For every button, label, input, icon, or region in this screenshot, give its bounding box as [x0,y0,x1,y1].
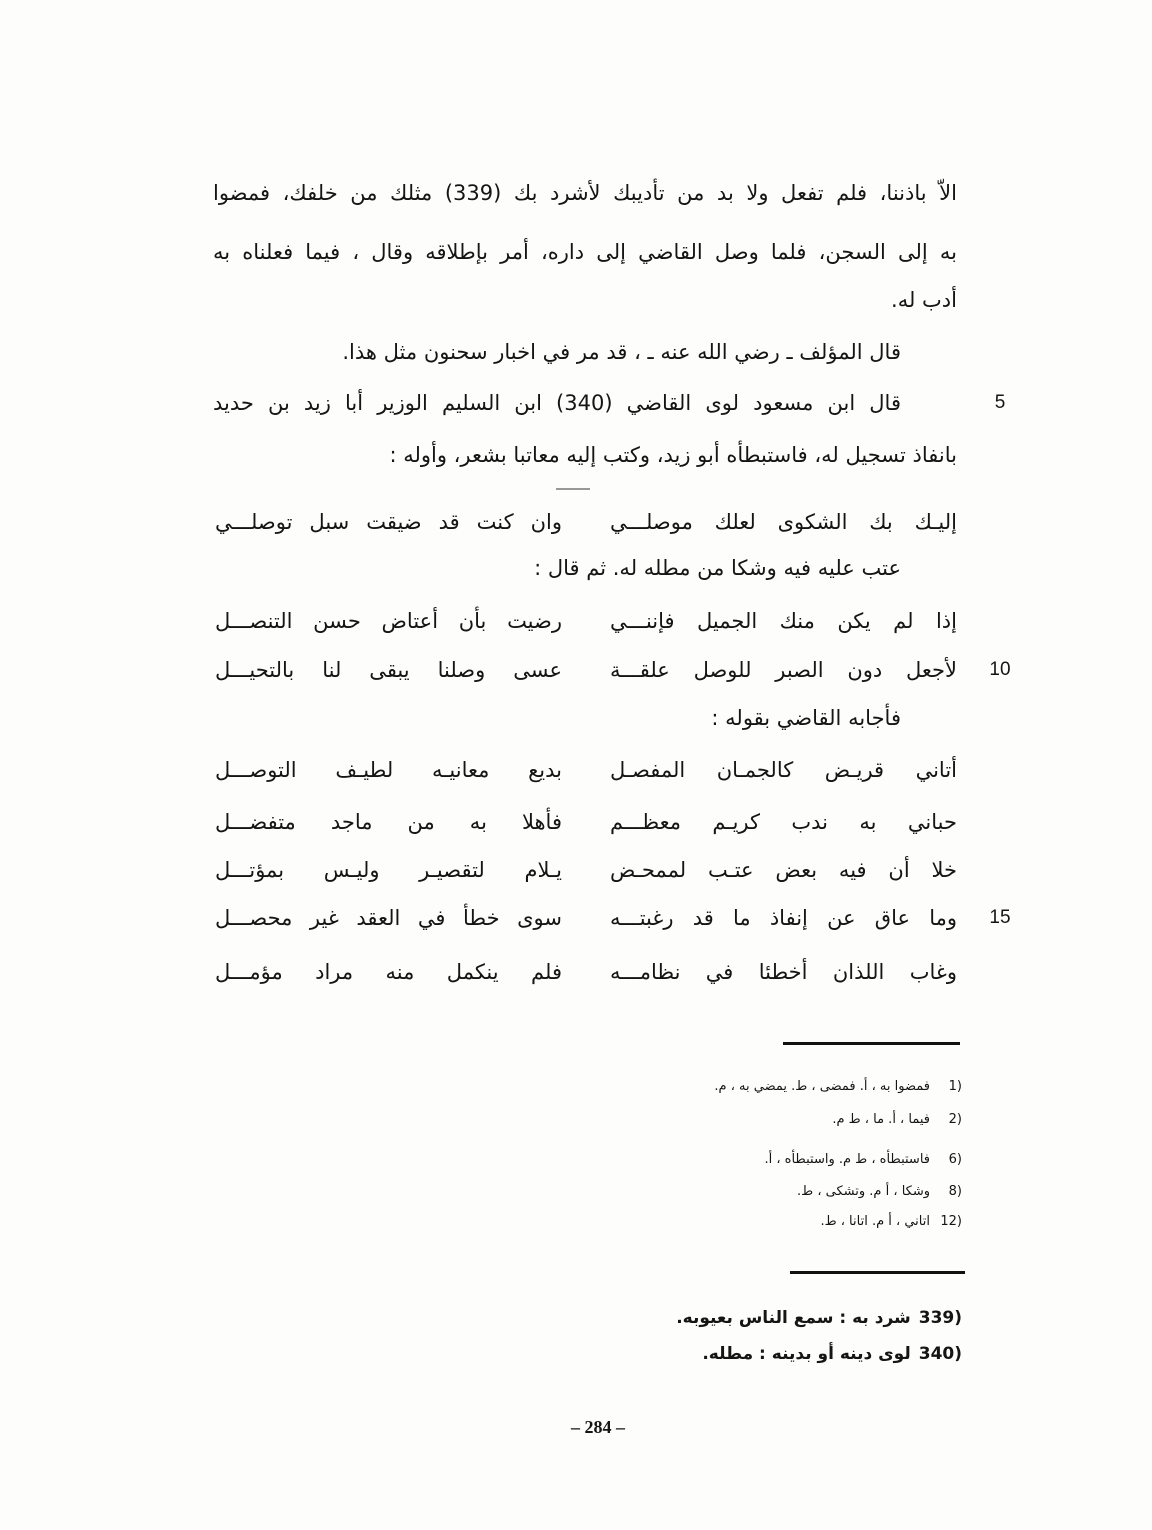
hemistich-second: عسى وصلنا يبقى لنا بالتحيـــل [215,658,562,682]
verse-line [213,599,957,643]
variant-text: اتاني ، أ م. اتانا ، ط. [820,1214,930,1229]
hemistich-second: وان كنت قد ضيقت سبل توصلـــي [215,510,562,534]
variant-text: وشكا ، أ م. وتشكى ، ط. [797,1184,930,1199]
variant-note [632,1075,962,1099]
hemistich-second: يـلام لتقصيـر وليـس بمؤتـــل [215,858,562,882]
variant-text: فمضوا به ، أ. فمضى ، ط. يمضي به ، م. [714,1079,930,1094]
note-number: 340) [918,1344,962,1364]
variant-note [632,1148,962,1172]
prose-line: الاّ باذننا، فلم تفعل ولا بد من تأديبك لأشرد بك (339) مثلك من خلفك، فمضوا [213,181,957,205]
explanatory-note [632,1339,962,1369]
hemistich-second: بديع معانيـه لطيـف التوصـــل [215,758,562,782]
variant-text: فيما ، أ. ما ، ط م. [832,1112,930,1127]
prose-line: بانفاذ تسجيل له، فاستبطأه أبو زيد، وكتب إليه معاتبا بشعر، وأوله : [389,443,957,467]
verse-line [213,648,957,692]
transition-line: فأجابه القاضي بقوله : [711,706,901,730]
variant-number: 8) [948,1184,962,1199]
variant-number: 2) [948,1112,962,1127]
apparatus-separator [783,1042,960,1045]
variant-number: 6) [948,1152,962,1167]
author-remark-line: قال المؤلف ـ رضي الله عنه ـ ، قد مر في اخبار سحنون مثل هذا. [342,340,901,364]
stray-mark [556,488,590,490]
note-text: شرد به : سمع الناس بعيوبه. [676,1308,911,1328]
variant-note [632,1210,962,1234]
verse-line [213,848,957,892]
hemistich-second: فلم ينكمل منه مراد مؤمـــل [215,960,562,984]
page-number: – 284 – [571,1417,625,1437]
hemistich-first: أتاني قريـض كالجمـان المفصـل [610,758,957,782]
prose-line: أدب له. [891,288,957,312]
note-text: لوى دينه أو بدينه : مطله. [702,1344,911,1364]
hemistich-first: إليـك بك الشكوى لعلك موصلـــي [610,510,957,534]
transition-line: عتب عليه فيه وشكا من مطله له. ثم قال : [534,556,901,580]
verse-line [213,748,957,792]
variant-note [632,1180,962,1204]
hemistich-first: حباني به ندب كريـم معظـــم [610,810,957,834]
variant-number: 12) [940,1214,962,1229]
verse-line [213,950,957,994]
verse-line [213,800,957,844]
verse-line [213,896,957,940]
explanatory-note [632,1303,962,1333]
hemistich-first: وما عاق عن إنفاذ ما قد رغبتـــه [610,906,957,930]
hemistich-second: فأهلا به من ماجد متفضـــل [215,810,562,834]
verse-line [213,500,957,544]
hemistich-first: خلا أن فيه بعض عتـب لممحـض [610,858,957,882]
variant-number: 1) [948,1079,962,1094]
hemistich-second: سوى خطأ في العقد غير محصـــل [215,906,562,930]
hemistich-first: وغاب اللذان أخطئا في نظامـــه [610,960,957,984]
variant-text: فاستبطأه ، ط م. واستبطأه ، أ. [764,1152,930,1167]
notes-separator [790,1271,965,1274]
hemistich-second: رضيت بأن أعتاض حسن التنصـــل [215,609,562,633]
prose-line: به إلى السجن، فلما وصل القاضي إلى داره، أمر بإطلاقه وقال ، فيما فعلناه به [213,240,957,264]
line-number: 10 [989,659,1011,680]
line-number: 15 [989,907,1011,928]
note-number: 339) [918,1308,962,1328]
line-number: 5 [994,392,1006,413]
hemistich-first: إذا لم يكن منك الجميل فإننـــي [610,609,957,633]
prose-line: قال ابن مسعود لوى القاضي (340) ابن السليم الوزير أبا زيد بن حديد [213,391,901,415]
hemistich-first: لأجعل دون الصبر للوصل علقـــة [610,658,957,682]
variant-note [632,1108,962,1132]
